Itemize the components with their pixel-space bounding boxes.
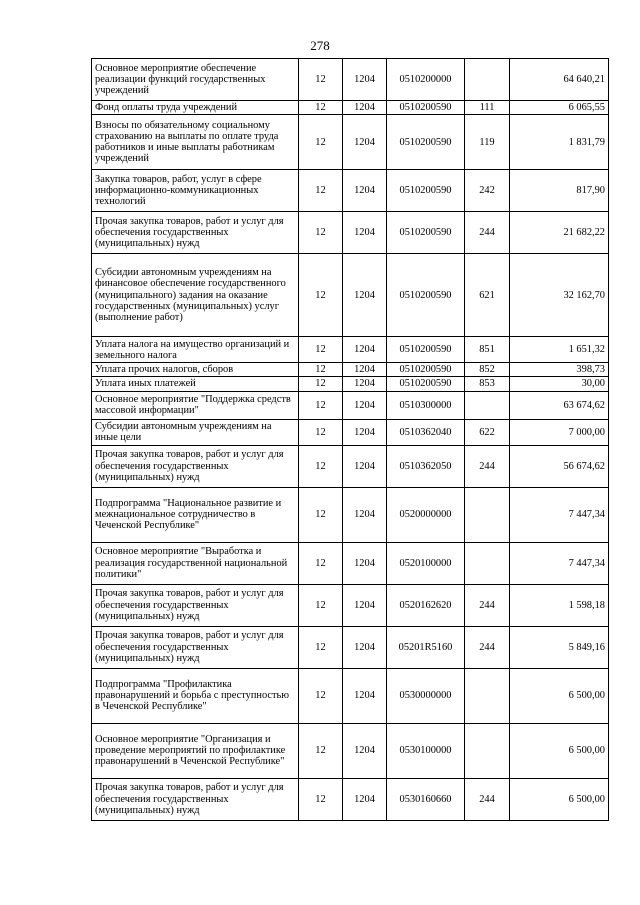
page-number: 278 [310, 38, 330, 53]
target-article-cell: 0510362040 [387, 419, 465, 445]
table-row [92, 337, 609, 363]
section-code-cell: 1204 [343, 419, 387, 445]
amount-cell: 64 640,21 [510, 59, 609, 101]
target-article-cell: 0510200590 [387, 115, 465, 170]
expense-type-cell: 111 [465, 101, 510, 115]
expense-type-cell: 851 [465, 337, 510, 363]
row-name-cell: Уплата прочих налогов, сборов [92, 363, 299, 377]
ministry-code-cell: 12 [299, 363, 343, 377]
target-article-cell: 0510200590 [387, 337, 465, 363]
ministry-code-cell: 12 [299, 626, 343, 668]
expense-type-cell: 244 [465, 212, 510, 254]
section-code-cell: 1204 [343, 778, 387, 820]
expense-type-cell: 621 [465, 254, 510, 337]
section-code-cell: 1204 [343, 723, 387, 778]
amount-cell: 6 500,00 [510, 668, 609, 723]
target-article-cell: 05201R5160 [387, 626, 465, 668]
section-code-cell: 1204 [343, 254, 387, 337]
table-row [92, 778, 609, 820]
target-article-cell: 0510200590 [387, 212, 465, 254]
row-name-cell: Взносы по обязательному социальному страхованию на выплаты по оплате труда работников и иные выплаты работникам учреждений [92, 115, 299, 170]
table-row [92, 584, 609, 626]
table-row [92, 419, 609, 445]
amount-cell: 63 674,62 [510, 391, 609, 419]
ministry-code-cell: 12 [299, 377, 343, 391]
table-row [92, 542, 609, 584]
ministry-code-cell: 12 [299, 59, 343, 101]
table-row [92, 363, 609, 377]
target-article-cell: 0510200590 [387, 377, 465, 391]
amount-cell: 1 651,32 [510, 337, 609, 363]
amount-cell: 56 674,62 [510, 445, 609, 487]
amount-cell: 1 598,18 [510, 584, 609, 626]
row-name-cell: Прочая закупка товаров, работ и услуг для обеспечения государственных (муниципальных) нужд [92, 212, 299, 254]
ministry-code-cell: 12 [299, 391, 343, 419]
section-code-cell: 1204 [343, 59, 387, 101]
ministry-code-cell: 12 [299, 445, 343, 487]
ministry-code-cell: 12 [299, 254, 343, 337]
expense-type-cell [465, 391, 510, 419]
ministry-code-cell: 12 [299, 115, 343, 170]
amount-cell: 398,73 [510, 363, 609, 377]
amount-cell: 7 447,34 [510, 487, 609, 542]
section-code-cell: 1204 [343, 337, 387, 363]
table-row [92, 626, 609, 668]
row-name-cell: Подпрограмма "Профилактика правонарушений и борьба с преступностью в Чеченской Республике" [92, 668, 299, 723]
amount-cell: 7 447,34 [510, 542, 609, 584]
table-row [92, 445, 609, 487]
target-article-cell: 0520100000 [387, 542, 465, 584]
section-code-cell: 1204 [343, 170, 387, 212]
amount-cell: 1 831,79 [510, 115, 609, 170]
target-article-cell: 0520162620 [387, 584, 465, 626]
expense-type-cell [465, 487, 510, 542]
target-article-cell: 0530160660 [387, 778, 465, 820]
ministry-code-cell: 12 [299, 778, 343, 820]
table-row [92, 487, 609, 542]
table-row [92, 59, 609, 101]
section-code-cell: 1204 [343, 377, 387, 391]
table-row [92, 377, 609, 391]
expense-type-cell [465, 542, 510, 584]
table-row [92, 115, 609, 170]
ministry-code-cell: 12 [299, 668, 343, 723]
expense-type-cell: 244 [465, 445, 510, 487]
section-code-cell: 1204 [343, 542, 387, 584]
table-row [92, 723, 609, 778]
amount-cell: 6 500,00 [510, 778, 609, 820]
ministry-code-cell: 12 [299, 101, 343, 115]
section-code-cell: 1204 [343, 487, 387, 542]
expense-type-cell: 242 [465, 170, 510, 212]
section-code-cell: 1204 [343, 363, 387, 377]
row-name-cell: Прочая закупка товаров, работ и услуг для обеспечения государственных (муниципальных) нужд [92, 626, 299, 668]
expense-type-cell [465, 59, 510, 101]
amount-cell: 5 849,16 [510, 626, 609, 668]
table-row [92, 170, 609, 212]
target-article-cell: 0520000000 [387, 487, 465, 542]
row-name-cell: Субсидии автономным учреждениям на финансовое обеспечение государственного (муниципального) задания на оказание государственных (муниципальных) услуг (выполнение работ) [92, 254, 299, 337]
ministry-code-cell: 12 [299, 419, 343, 445]
row-name-cell: Прочая закупка товаров, работ и услуг для обеспечения государственных (муниципальных) нужд [92, 778, 299, 820]
section-code-cell: 1204 [343, 212, 387, 254]
ministry-code-cell: 12 [299, 337, 343, 363]
target-article-cell: 0510200000 [387, 59, 465, 101]
row-name-cell: Основное мероприятие обеспечение реализации функций государственных учреждений [92, 59, 299, 101]
row-name-cell: Прочая закупка товаров, работ и услуг для обеспечения государственных (муниципальных) нужд [92, 584, 299, 626]
ministry-code-cell: 12 [299, 212, 343, 254]
row-name-cell: Фонд оплаты труда учреждений [92, 101, 299, 115]
table-row [92, 212, 609, 254]
expense-type-cell: 622 [465, 419, 510, 445]
expense-type-cell: 853 [465, 377, 510, 391]
expense-type-cell: 244 [465, 626, 510, 668]
amount-cell: 817,90 [510, 170, 609, 212]
target-article-cell: 0530100000 [387, 723, 465, 778]
section-code-cell: 1204 [343, 391, 387, 419]
budget-table-body [92, 59, 609, 821]
ministry-code-cell: 12 [299, 584, 343, 626]
table-row [92, 668, 609, 723]
expense-type-cell [465, 668, 510, 723]
row-name-cell: Уплата налога на имущество организаций и земельного налога [92, 337, 299, 363]
section-code-cell: 1204 [343, 445, 387, 487]
row-name-cell: Основное мероприятие "Выработка и реализация государственной национальной политики" [92, 542, 299, 584]
target-article-cell: 0510300000 [387, 391, 465, 419]
section-code-cell: 1204 [343, 115, 387, 170]
target-article-cell: 0510200590 [387, 101, 465, 115]
section-code-cell: 1204 [343, 626, 387, 668]
section-code-cell: 1204 [343, 101, 387, 115]
target-article-cell: 0510362050 [387, 445, 465, 487]
target-article-cell: 0510200590 [387, 254, 465, 337]
target-article-cell: 0510200590 [387, 363, 465, 377]
expense-type-cell: 119 [465, 115, 510, 170]
ministry-code-cell: 12 [299, 487, 343, 542]
row-name-cell: Прочая закупка товаров, работ и услуг для обеспечения государственных (муниципальных) нужд [92, 445, 299, 487]
row-name-cell: Закупка товаров, работ, услуг в сфере информационно-коммуникационных технологий [92, 170, 299, 212]
row-name-cell: Подпрограмма "Национальное развитие и межнациональное сотрудничество в Чеченской Республике" [92, 487, 299, 542]
row-name-cell: Уплата иных платежей [92, 377, 299, 391]
amount-cell: 30,00 [510, 377, 609, 391]
table-row [92, 101, 609, 115]
ministry-code-cell: 12 [299, 542, 343, 584]
amount-cell: 6 500,00 [510, 723, 609, 778]
row-name-cell: Основное мероприятие "Организация и проведение мероприятий по профилактике правонарушений в Чеченской Республике" [92, 723, 299, 778]
expense-type-cell [465, 723, 510, 778]
section-code-cell: 1204 [343, 584, 387, 626]
ministry-code-cell: 12 [299, 170, 343, 212]
amount-cell: 21 682,22 [510, 212, 609, 254]
target-article-cell: 0530000000 [387, 668, 465, 723]
expense-type-cell: 244 [465, 584, 510, 626]
table-row [92, 254, 609, 337]
row-name-cell: Основное мероприятие "Поддержка средств массовой информации" [92, 391, 299, 419]
row-name-cell: Субсидии автономным учреждениям на иные цели [92, 419, 299, 445]
budget-table [91, 58, 609, 821]
amount-cell: 7 000,00 [510, 419, 609, 445]
expense-type-cell: 852 [465, 363, 510, 377]
table-row [92, 391, 609, 419]
amount-cell: 6 065,55 [510, 101, 609, 115]
section-code-cell: 1204 [343, 668, 387, 723]
target-article-cell: 0510200590 [387, 170, 465, 212]
ministry-code-cell: 12 [299, 723, 343, 778]
amount-cell: 32 162,70 [510, 254, 609, 337]
expense-type-cell: 244 [465, 778, 510, 820]
